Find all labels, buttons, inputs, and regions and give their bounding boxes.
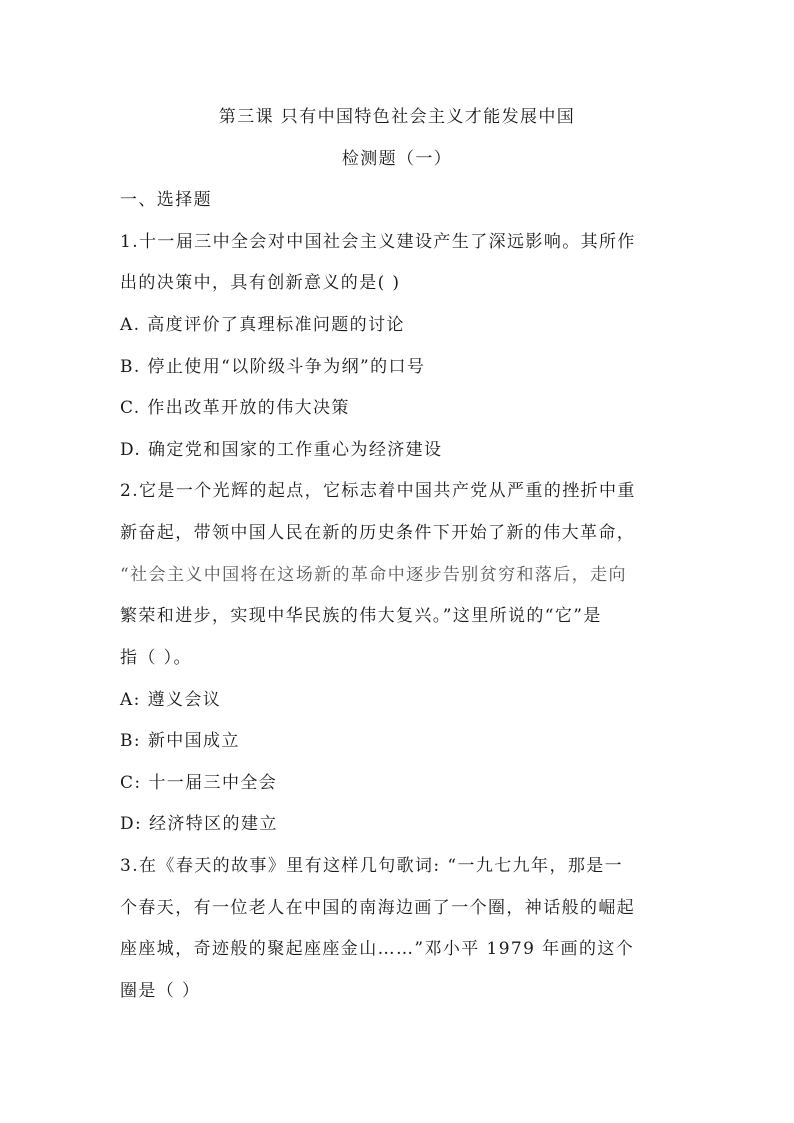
- question-3-line-2: 个春天，有一位老人在中国的南海边画了一个圈，神话般的崛起: [120, 898, 636, 918]
- question-2-line-4: 繁荣和进步，实现中华民族的伟大复兴。”这里所说的“它”是: [120, 606, 602, 626]
- question-3-line-1: 3.在《春天的故事》里有这样几句歌词: “一九七九年，那是一: [120, 856, 624, 876]
- question-2-option-a: A: 遵义会议: [120, 690, 222, 710]
- page-title: 第三课 只有中国特色社会主义才能发展中国: [218, 107, 576, 127]
- question-1-option-b: B. 停止使用“以阶级斗争为纲”的口号: [120, 357, 426, 377]
- question-1-option-a: A. 高度评价了真理标准问题的讨论: [120, 315, 405, 335]
- page-subtitle: 检测题（一）: [341, 149, 453, 169]
- question-3-line-3: 座座城，奇迹般的聚起座座金山……”邓小平 1979 年画的这个: [120, 939, 635, 959]
- question-3-line-4: 圈是（ ）: [120, 981, 201, 1001]
- question-2-line-2: 新奋起，带领中国人民在新的历史条件下开始了新的伟大革命，: [120, 523, 636, 543]
- question-2-option-b: B: 新中国成立: [120, 731, 240, 751]
- question-1-option-c: C. 作出改革开放的伟大决策: [120, 398, 350, 418]
- question-1-line-2: 出的决策中，具有创新意义的是( ): [120, 273, 401, 293]
- question-2-option-c: C: 十一届三中全会: [120, 773, 278, 793]
- question-2-option-d: D: 经济特区的建立: [120, 814, 278, 834]
- section-heading: 一、选择题: [120, 190, 212, 210]
- question-2-line-1: 2.它是一个光辉的起点，它标志着中国共产党从严重的挫折中重: [120, 481, 636, 501]
- question-2-line-5: 指（ ）。: [120, 648, 192, 668]
- question-1-line-1: 1.十一届三中全会对中国社会主义建设产生了深远影响。其所作: [120, 232, 636, 252]
- question-2-line-3: “社会主义中国将在这场新的革命中逐步告别贫穷和落后，走向: [120, 565, 627, 585]
- question-1-option-d: D. 确定党和国家的工作重心为经济建设: [120, 440, 443, 460]
